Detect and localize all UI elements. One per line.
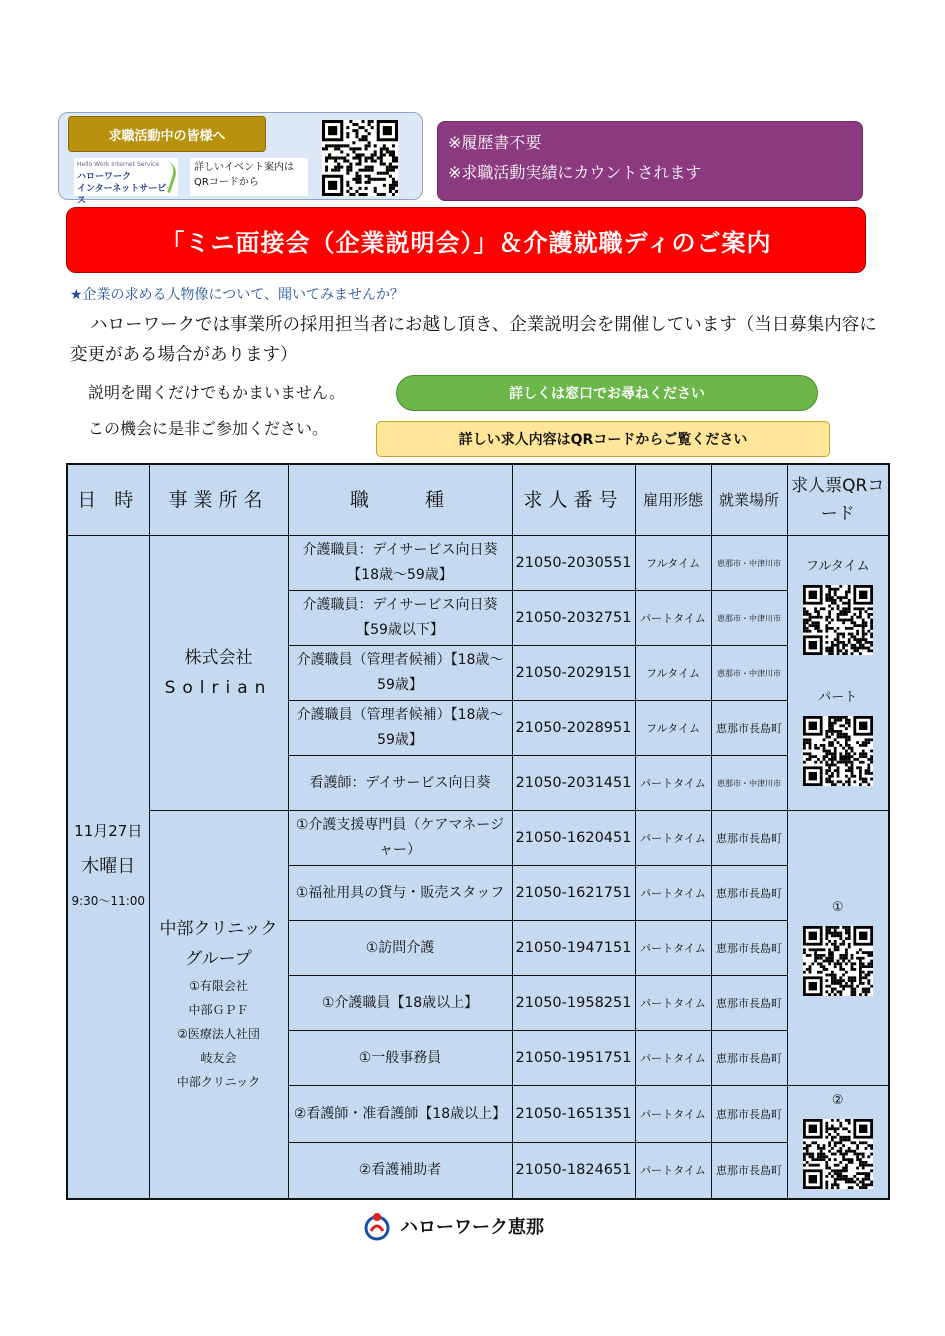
work-place: 恵那市長島町 [711,976,787,1031]
header-number: 求人番号 [512,464,635,536]
notice-box [437,121,863,201]
qr-details-banner: 詳しい求人内容はQRコードからご覧ください [376,421,830,457]
hellowork-internet-logo [74,158,178,206]
header-qr: 求人票QRコード [787,464,889,536]
work-place: 恵那市長島町 [711,866,787,921]
date-cell [67,536,149,1199]
employment-type: パートタイム [635,976,711,1031]
employment-type: フルタイム [635,536,711,591]
page-title: 「ミニ面接会（企業説明会）」＆介護就職ディのご案内 [66,207,866,273]
employment-type: パートタイム [635,591,711,646]
date-time: 9:30〜11:00 [71,894,146,909]
table-row [67,536,889,591]
work-place: 恵那市長島町 [711,921,787,976]
work-place: 恵那市長島町 [711,811,787,866]
job-number[interactable]: 21050-1620451 [512,811,635,866]
company-solrian [149,536,288,811]
employment-type: パートタイム [635,811,711,866]
qr-code-one[interactable] [803,926,873,996]
company-solrian-line1: 株式会社 [184,648,253,668]
company-chubu [149,811,288,1199]
work-place: 恵那市・中津川市 [711,536,787,591]
job-cell: ②看護師・准看護師【18歳以上】 [288,1086,512,1143]
work-place: 恵那市長島町 [711,1031,787,1086]
job-cell: 介護職員（管理者候補）【18歳～59歳】 [288,701,512,756]
job-table [66,463,890,1200]
header-date: 日 時 [67,464,149,536]
job-cell: ①介護支援専門員（ケアマネージャー） [288,811,512,866]
job-cell: ①一般事務員 [288,1031,512,1086]
qr-cell-group1 [787,811,889,1086]
company-chubu-line1: 中部クリニック [159,919,278,940]
job-cell: ①介護職員【18歳以上】 [288,976,512,1031]
employment-type: フルタイム [635,701,711,756]
employment-type: フルタイム [635,646,711,701]
header-job: 職 種 [288,464,512,536]
ask-at-counter-banner: 詳しくは窓口でお尋ねください [396,375,818,411]
employment-type: パートタイム [635,1031,711,1086]
qr-label-two: ② [831,1093,844,1109]
table-header-row [67,464,889,536]
employment-type: パートタイム [635,1086,711,1143]
company-chubu-line2: グループ [185,949,252,970]
employment-type: パートタイム [635,921,711,976]
event-qr-code[interactable] [322,120,398,196]
company-solrian-line2: Solrian [164,678,273,698]
qr-code-full[interactable] [803,585,873,655]
job-cell: 介護職員：デイサービス向日葵【59歳以下】 [288,591,512,646]
job-number[interactable]: 21050-2031451 [512,756,635,811]
employment-type: パートタイム [635,756,711,811]
job-number[interactable]: 21050-2032751 [512,591,635,646]
qr-label-full: フルタイム [805,559,870,574]
header-place: 就業場所 [711,464,787,536]
company-chubu-sub1: ①有限会社 [189,979,248,994]
qr-code-part[interactable] [803,716,873,786]
qr-code-two[interactable] [803,1119,873,1189]
intro-line1: 説明を聞くだけでもかまいません。 [88,383,345,402]
company-chubu-sub3: ②医療法人社団 [177,1027,260,1042]
work-place: 恵那市長島町 [711,1086,787,1143]
job-cell: 看護師：デイサービス向日葵 [288,756,512,811]
job-cell: 介護職員：デイサービス向日葵【18歳～59歳】 [288,536,512,591]
job-seekers-tag: 求職活動中の皆様へ [68,116,266,152]
job-cell: ②看護補助者 [288,1143,512,1199]
footer-brand [362,1208,602,1244]
job-number[interactable]: 21050-1958251 [512,976,635,1031]
job-number[interactable]: 21050-2028951 [512,701,635,756]
employment-type: パートタイム [635,1143,711,1199]
qr-label-one: ① [831,899,844,915]
work-place: 恵那市長島町 [711,1143,787,1199]
date-weekday: 木曜日 [81,856,136,878]
job-cell: 介護職員（管理者候補）【18歳～59歳】 [288,646,512,701]
work-place: 恵那市長島町 [711,701,787,756]
job-number[interactable]: 21050-2029151 [512,646,635,701]
hellowork-logo-icon [362,1211,392,1241]
footer-text: ハローワーク恵那 [400,1217,544,1238]
company-chubu-sub2: 中部ＧＰＦ [188,1003,249,1018]
qr-cell-group2 [787,1086,889,1199]
event-detail-line1: 詳しいイベント案内は [194,162,294,173]
header-type: 雇用形態 [635,464,711,536]
job-number[interactable]: 21050-1651351 [512,1086,635,1143]
notice-no-resume: ※履歴書不要 [448,133,542,152]
job-number[interactable]: 21050-2030551 [512,536,635,591]
employment-type: パートタイム [635,866,711,921]
job-cell: ①訪問介護 [288,921,512,976]
company-chubu-sub4: 岐友会 [200,1051,237,1066]
event-detail-line2: QRコードから [194,177,259,188]
lead-question: ★企業の求める人物像について、聞いてみませんか？ [70,287,404,303]
work-place: 恵那市・中津川市 [711,591,787,646]
qr-label-part: パート [818,690,858,705]
logo-line2: インターネットサービス [77,184,167,206]
table-row [67,811,889,866]
job-cell: ①福祉用具の貸与・販売スタッフ [288,866,512,921]
job-number[interactable]: 21050-1951751 [512,1031,635,1086]
logo-small-text: Hello Work Internet Service [77,161,160,168]
work-place: 恵那市・中津川市 [711,646,787,701]
company-chubu-sub5: 中部クリニック [176,1075,261,1090]
header-company: 事業所名 [149,464,288,536]
intro-paragraph: ハローワークでは事業所の採用担当者にお越し頂き、企業説明会を開催しています（当日募集内容に変更がある場合があります） [70,315,877,365]
date-day: 11月27日 [74,822,143,841]
job-number[interactable]: 21050-1824651 [512,1143,635,1199]
job-number[interactable]: 21050-1947151 [512,921,635,976]
qr-cell-solrian [787,536,889,811]
logo-line1: ハローワーク [77,172,132,182]
intro-line2: この機会に是非ご参加ください。 [88,419,329,438]
job-number[interactable]: 21050-1621751 [512,866,635,921]
work-place: 恵那市・中津川市 [711,756,787,811]
notice-counts-as-activity: ※求職活動実績にカウントされます [448,163,702,182]
event-detail-text [190,158,308,196]
